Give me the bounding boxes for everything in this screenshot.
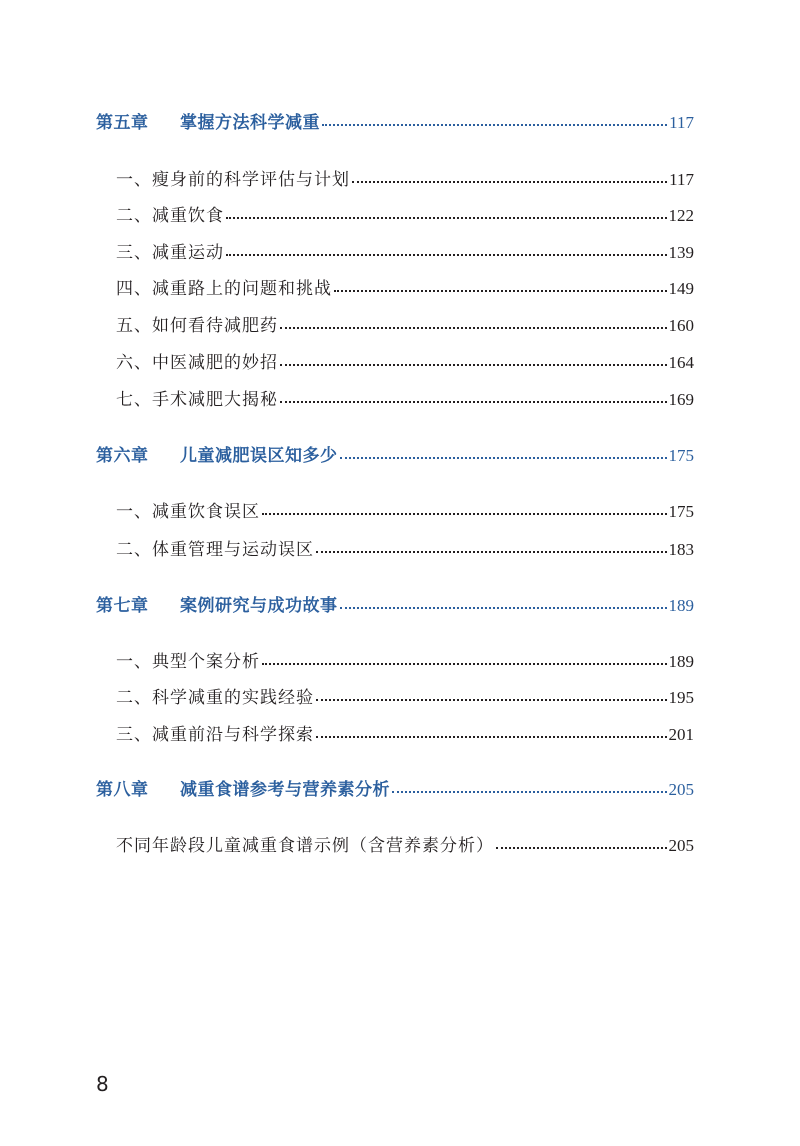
section-title: 七、手术减肥大揭秘: [116, 390, 278, 410]
section-title: 二、科学减重的实践经验: [116, 688, 314, 708]
dot-leader: [280, 327, 667, 329]
chapter-title: 第八章 减重食谱参考与营养素分析: [96, 775, 390, 800]
dot-leader: [316, 699, 667, 701]
section-title: 二、体重管理与运动误区: [116, 540, 314, 560]
section-title: 三、减重前沿与科学探索: [116, 725, 314, 745]
page-ref: 205: [668, 836, 694, 855]
chapter-title: 第七章 案例研究与成功故事: [96, 591, 338, 616]
dot-leader: [340, 457, 667, 459]
chapter-title: 第五章 掌握方法科学减重: [96, 108, 320, 133]
page-ref: 195: [668, 688, 694, 707]
dot-leader: [262, 513, 667, 515]
section-title: 不同年龄段儿童减重食谱示例（含营养素分析）: [116, 836, 494, 856]
section-title: 三、减重运动: [116, 243, 224, 263]
page-ref: 175: [668, 446, 694, 465]
toc-section[interactable]: [116, 492, 694, 522]
toc-section[interactable]: [116, 160, 694, 190]
section-title: 一、典型个案分析: [116, 652, 260, 672]
page-ref: 117: [669, 113, 694, 132]
toc-section[interactable]: [116, 343, 694, 373]
chapter-title: 第六章 儿童减肥误区知多少: [96, 441, 338, 466]
page-ref: 205: [668, 780, 694, 799]
dot-leader: [226, 217, 667, 219]
page-ref: 189: [668, 596, 694, 615]
toc-chapter-7[interactable]: [96, 586, 694, 616]
page-ref: 122: [668, 206, 694, 225]
toc-section[interactable]: [116, 306, 694, 336]
dot-leader: [352, 181, 667, 183]
dot-leader: [280, 401, 667, 403]
toc-section[interactable]: [116, 678, 694, 708]
page-ref: 160: [668, 316, 694, 335]
dot-leader: [316, 551, 667, 553]
page-ref: 149: [668, 279, 694, 298]
page-ref: 139: [668, 243, 694, 262]
section-title: 二、减重饮食: [116, 206, 224, 226]
toc-section[interactable]: [116, 233, 694, 263]
toc-chapter-6[interactable]: [96, 436, 694, 466]
dot-leader: [262, 663, 667, 665]
dot-leader: [392, 791, 667, 793]
dot-leader: [496, 847, 667, 849]
dot-leader: [340, 607, 667, 609]
dot-leader: [226, 254, 667, 256]
page-ref: 175: [668, 502, 694, 521]
dot-leader: [316, 736, 667, 738]
toc-section[interactable]: [116, 715, 694, 745]
page-ref: 189: [668, 652, 694, 671]
section-title: 四、减重路上的问题和挑战: [116, 279, 332, 299]
toc-section[interactable]: [116, 269, 694, 299]
toc-chapter-5[interactable]: [96, 103, 694, 133]
section-title: 一、瘦身前的科学评估与计划: [116, 170, 350, 190]
dot-leader: [280, 364, 667, 366]
page-number: 8: [96, 1072, 109, 1096]
page-ref: 183: [668, 540, 694, 559]
chapter-number: 第六章: [96, 446, 149, 466]
toc-section[interactable]: [116, 196, 694, 226]
toc-section[interactable]: [116, 642, 694, 672]
page-ref: 169: [668, 390, 694, 409]
chapter-number: 第五章: [96, 113, 149, 133]
dot-leader: [334, 290, 667, 292]
page-ref: 117: [669, 170, 694, 189]
section-title: 五、如何看待减肥药: [116, 316, 278, 336]
page-ref: 201: [668, 725, 694, 744]
toc-section[interactable]: [116, 380, 694, 410]
toc-chapter-8[interactable]: [96, 770, 694, 800]
chapter-number: 第八章: [96, 780, 149, 800]
section-title: 一、减重饮食误区: [116, 502, 260, 522]
page-ref: 164: [668, 353, 694, 372]
dot-leader: [322, 124, 667, 126]
toc-section[interactable]: [116, 826, 694, 856]
toc-section[interactable]: [116, 530, 694, 560]
section-title: 六、中医减肥的妙招: [116, 353, 278, 373]
chapter-number: 第七章: [96, 596, 149, 616]
